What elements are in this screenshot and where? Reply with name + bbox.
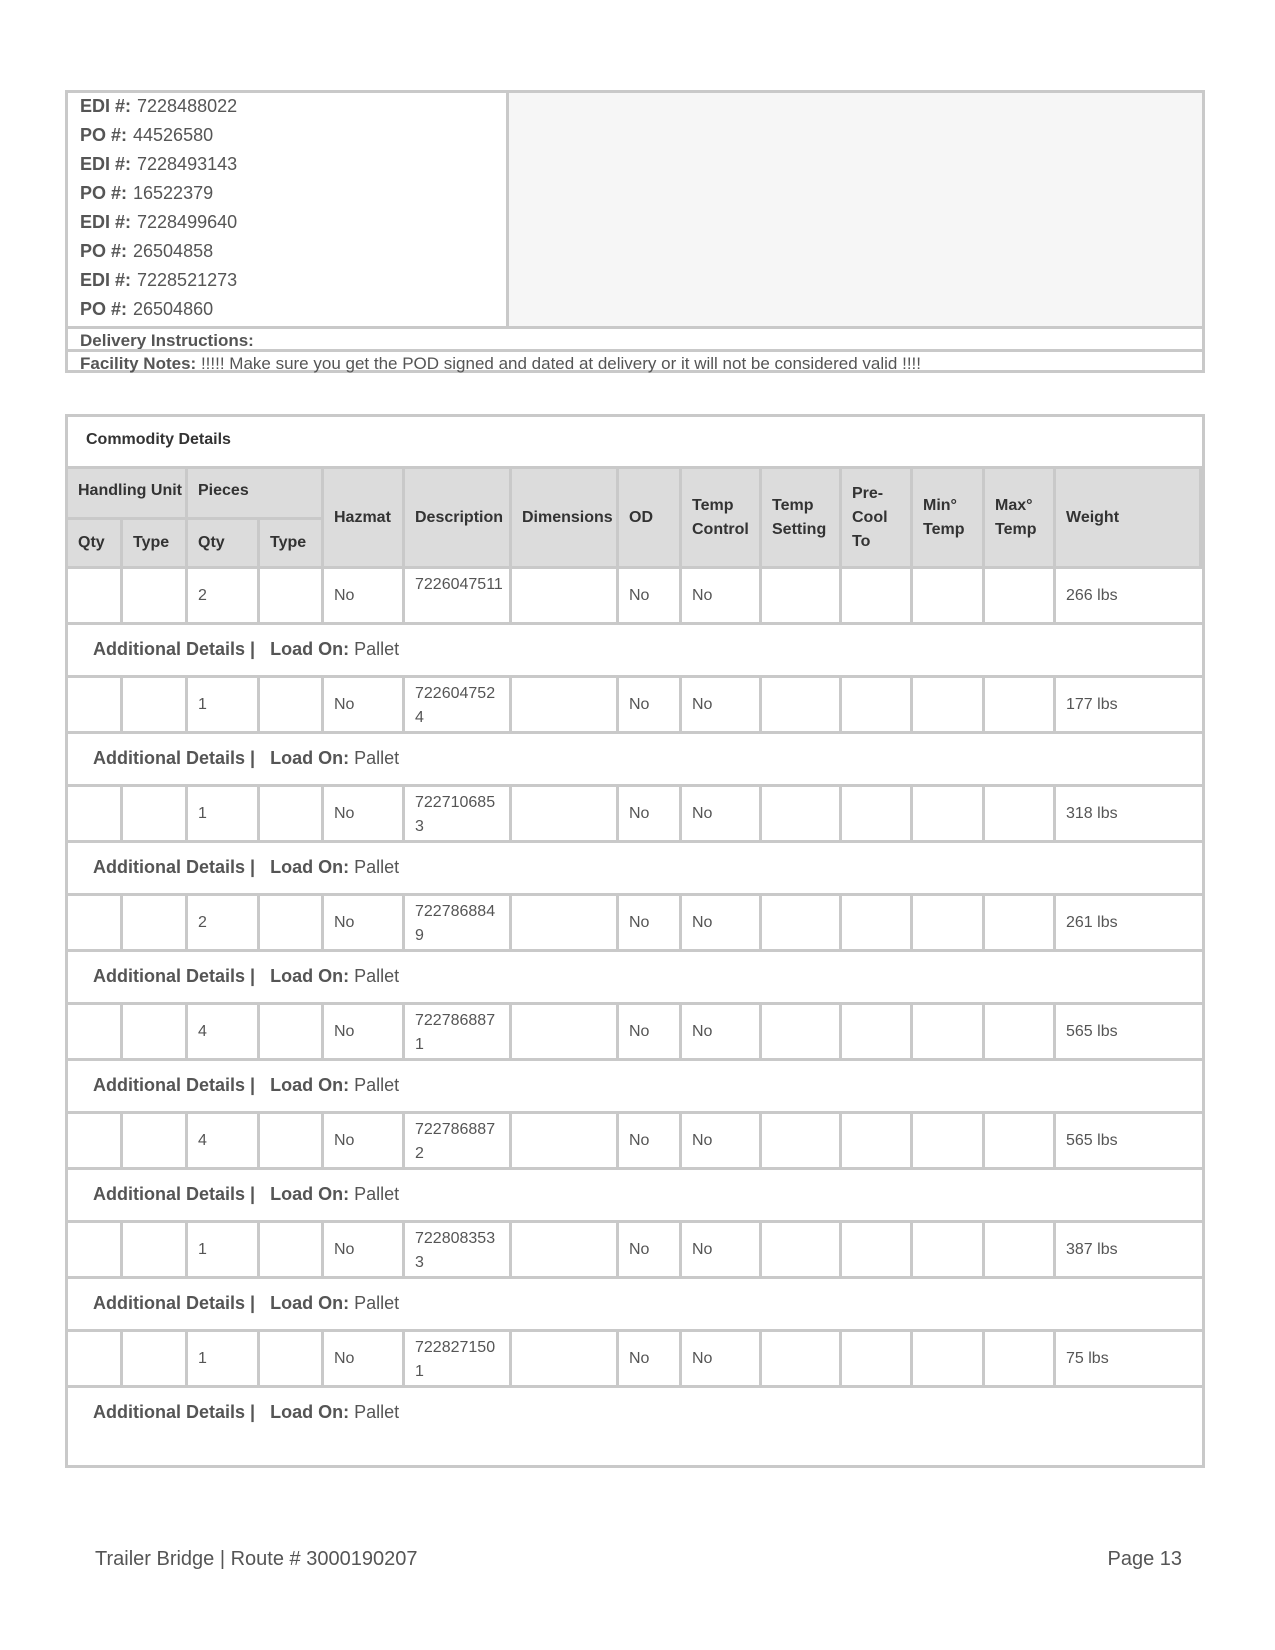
row-divider <box>68 1167 1202 1170</box>
cell-min-temp <box>913 1114 985 1167</box>
cell-pc-qty <box>188 1332 260 1385</box>
cell-value: No <box>692 1349 713 1367</box>
reference-blank-area <box>509 93 1202 326</box>
cell-pc-type <box>260 787 324 840</box>
row-divider <box>68 1276 1202 1279</box>
cell-od <box>619 787 682 840</box>
cell-pc-qty <box>188 1114 260 1167</box>
cell-pre-cool <box>842 787 913 840</box>
cell-hu-type <box>123 787 188 840</box>
cell-value: No <box>692 804 713 822</box>
row-divider <box>68 840 1202 843</box>
additional-details <box>93 1075 399 1096</box>
cell-value: 1 <box>198 695 207 713</box>
cell-dimensions <box>512 1114 619 1167</box>
row-divider <box>68 622 1202 625</box>
header-description-label: Description <box>415 508 504 526</box>
reference-label: EDI #: <box>80 270 132 290</box>
header-dimensions-label: Dimensions <box>522 508 613 526</box>
cell-weight <box>1056 569 1202 622</box>
reference-line <box>80 121 213 150</box>
cell-weight <box>1056 896 1202 949</box>
cell-pre-cool <box>842 1223 913 1276</box>
cell-pc-qty <box>188 787 260 840</box>
load-on-value: Pallet <box>354 1075 400 1095</box>
cell-hazmat <box>324 1332 405 1385</box>
cell-hu-type <box>123 678 188 731</box>
reference-label: PO #: <box>80 125 128 145</box>
cell-weight <box>1056 1005 1202 1058</box>
row-divider <box>68 1385 1202 1388</box>
additional-details <box>93 1293 399 1314</box>
cell-hu-type <box>123 1005 188 1058</box>
reference-line <box>80 92 237 121</box>
cell-max-temp <box>985 1114 1056 1167</box>
cell-temp-control <box>682 569 762 622</box>
cell-value: No <box>692 586 713 604</box>
table-row <box>68 896 1202 949</box>
cell-temp-control <box>682 678 762 731</box>
cell-od <box>619 896 682 949</box>
cell-hazmat <box>324 896 405 949</box>
header-temp-control <box>682 469 762 569</box>
cell-weight <box>1056 1223 1202 1276</box>
reference-value: 44526580 <box>133 125 214 145</box>
header-weight <box>1056 469 1202 569</box>
cell-temp-setting <box>762 1114 842 1167</box>
cell-temp-setting <box>762 1223 842 1276</box>
cell-min-temp <box>913 678 985 731</box>
cell-hu-qty <box>68 1332 123 1385</box>
header-max-temp-label: Max° Temp <box>995 496 1037 538</box>
cell-min-temp <box>913 1005 985 1058</box>
cell-value: No <box>629 695 650 713</box>
cell-description <box>405 569 512 622</box>
cell-weight <box>1056 1114 1202 1167</box>
cell-od <box>619 1332 682 1385</box>
cell-max-temp <box>985 896 1056 949</box>
cell-hu-qty <box>68 1114 123 1167</box>
reference-list <box>68 93 509 326</box>
additional-details <box>93 857 399 878</box>
table-row <box>68 787 1202 840</box>
cell-min-temp <box>913 569 985 622</box>
additional-details-label: Additional Details | <box>93 1402 256 1422</box>
cell-description <box>405 1223 512 1276</box>
additional-details-label: Additional Details | <box>93 857 256 877</box>
header-pre-cool-to-label: Pre-Cool To <box>852 484 888 550</box>
cell-min-temp <box>913 1332 985 1385</box>
cell-hazmat <box>324 787 405 840</box>
load-on-value: Pallet <box>354 857 400 877</box>
cell-value: 565 lbs <box>1066 1131 1118 1149</box>
cell-hazmat <box>324 678 405 731</box>
cell-temp-setting <box>762 678 842 731</box>
row-divider <box>68 1058 1202 1061</box>
row-divider <box>68 949 1202 952</box>
additional-details-label: Additional Details | <box>93 639 256 659</box>
header-handling-unit <box>68 469 188 520</box>
cell-hu-qty <box>68 569 123 622</box>
cell-value: 7226047524 <box>415 685 496 726</box>
cell-value: No <box>334 1131 355 1149</box>
cell-dimensions <box>512 1332 619 1385</box>
header-dimensions <box>512 469 619 569</box>
table-row <box>68 1223 1202 1276</box>
cell-value: No <box>629 1349 650 1367</box>
cell-value: 7227106853 <box>415 794 496 835</box>
table-row <box>68 1332 1202 1385</box>
cell-value: No <box>692 1240 713 1258</box>
cell-pc-qty <box>188 678 260 731</box>
facility-notes <box>68 349 1202 375</box>
commodity-title: Commodity Details <box>86 431 231 448</box>
reference-value: 16522379 <box>133 183 214 203</box>
additional-details <box>93 639 399 660</box>
header-pc-type <box>260 520 324 569</box>
facility-notes-label: Facility Notes: <box>80 354 197 373</box>
cell-value: No <box>629 1022 650 1040</box>
cell-dimensions <box>512 896 619 949</box>
cell-description <box>405 1005 512 1058</box>
header-pc-qty <box>188 520 260 569</box>
cell-value: 318 lbs <box>1066 804 1118 822</box>
cell-max-temp <box>985 1332 1056 1385</box>
commodity-details-table <box>65 414 1205 1468</box>
delivery-instructions-label: Delivery Instructions: <box>80 331 254 350</box>
cell-max-temp <box>985 678 1056 731</box>
cell-pre-cool <box>842 896 913 949</box>
cell-value: No <box>692 913 713 931</box>
reference-value: 26504860 <box>133 299 214 319</box>
reference-label: EDI #: <box>80 96 132 116</box>
cell-value: No <box>629 913 650 931</box>
cell-pre-cool <box>842 1114 913 1167</box>
cell-pc-type <box>260 678 324 731</box>
load-on-label: Load On: <box>270 639 350 659</box>
cell-weight <box>1056 1332 1202 1385</box>
cell-value: No <box>629 804 650 822</box>
cell-value: No <box>334 913 355 931</box>
cell-pc-type <box>260 896 324 949</box>
cell-dimensions <box>512 569 619 622</box>
reference-label: EDI #: <box>80 154 132 174</box>
header-max-temp <box>985 469 1056 569</box>
cell-pc-qty <box>188 1005 260 1058</box>
header-od <box>619 469 682 569</box>
cell-dimensions <box>512 1223 619 1276</box>
load-on-value: Pallet <box>354 1402 400 1422</box>
cell-od <box>619 1005 682 1058</box>
cell-od <box>619 569 682 622</box>
cell-min-temp <box>913 896 985 949</box>
cell-value: 7228271501 <box>415 1339 496 1380</box>
cell-pc-qty <box>188 569 260 622</box>
cell-value: 75 lbs <box>1066 1349 1109 1367</box>
cell-value: No <box>334 586 355 604</box>
load-on-label: Load On: <box>270 966 350 986</box>
additional-details-label: Additional Details | <box>93 748 256 768</box>
cell-pc-type <box>260 1005 324 1058</box>
header-hazmat-label: Hazmat <box>334 508 391 526</box>
load-on-label: Load On: <box>270 1402 350 1422</box>
cell-dimensions <box>512 1005 619 1058</box>
table-row <box>68 1005 1202 1058</box>
cell-hazmat <box>324 1005 405 1058</box>
cell-value: 177 lbs <box>1066 695 1118 713</box>
load-on-value: Pallet <box>354 639 400 659</box>
reference-label: PO #: <box>80 241 128 261</box>
cell-max-temp <box>985 569 1056 622</box>
facility-notes-value: !!!!! Make sure you get the POD signed and dated at delivery or it will not be considered valid !!!! <box>200 354 921 373</box>
cell-value: No <box>629 586 650 604</box>
cell-value: 7227868872 <box>415 1121 496 1162</box>
cell-description <box>405 787 512 840</box>
cell-pre-cool <box>842 1332 913 1385</box>
header-handling-unit-label: Handling Unit <box>78 482 182 499</box>
cell-value: 266 lbs <box>1066 586 1118 604</box>
cell-temp-control <box>682 1223 762 1276</box>
cell-pre-cool <box>842 678 913 731</box>
cell-hu-type <box>123 896 188 949</box>
cell-od <box>619 1114 682 1167</box>
header-temp-control-label: Temp Control <box>692 496 749 538</box>
cell-max-temp <box>985 1223 1056 1276</box>
load-on-label: Load On: <box>270 857 350 877</box>
load-on-value: Pallet <box>354 966 400 986</box>
header-weight-label: Weight <box>1066 508 1120 526</box>
additional-details <box>93 1402 399 1423</box>
row-divider <box>68 731 1202 734</box>
load-on-label: Load On: <box>270 748 350 768</box>
cell-min-temp <box>913 1223 985 1276</box>
cell-od <box>619 1223 682 1276</box>
cell-value: 4 <box>198 1131 207 1149</box>
cell-hu-type <box>123 569 188 622</box>
cell-hu-type <box>123 1223 188 1276</box>
header-hu-type-label: Type <box>133 534 170 551</box>
cell-description <box>405 1332 512 1385</box>
cell-temp-control <box>682 1005 762 1058</box>
cell-pc-type <box>260 1223 324 1276</box>
cell-value: No <box>629 1131 650 1149</box>
reference-panel <box>65 90 1205 373</box>
cell-temp-control <box>682 787 762 840</box>
cell-value: No <box>692 1131 713 1149</box>
load-on-value: Pallet <box>354 748 400 768</box>
cell-pre-cool <box>842 569 913 622</box>
cell-hu-qty <box>68 678 123 731</box>
cell-max-temp <box>985 787 1056 840</box>
cell-temp-setting <box>762 787 842 840</box>
reference-value: 26504858 <box>133 241 214 261</box>
reference-label: EDI #: <box>80 212 132 232</box>
cell-description <box>405 896 512 949</box>
table-row <box>68 678 1202 731</box>
cell-value: 565 lbs <box>1066 1022 1118 1040</box>
cell-value: 4 <box>198 1022 207 1040</box>
cell-value: No <box>334 1240 355 1258</box>
cell-value: No <box>334 1022 355 1040</box>
reference-value: 7228488022 <box>137 96 238 116</box>
cell-hu-qty <box>68 787 123 840</box>
reference-line <box>80 266 237 295</box>
header-pc-type-label: Type <box>270 534 307 551</box>
header-hazmat <box>324 469 405 569</box>
cell-pc-type <box>260 1332 324 1385</box>
additional-details-label: Additional Details | <box>93 966 256 986</box>
cell-hu-qty <box>68 1005 123 1058</box>
header-pieces <box>188 469 324 520</box>
reference-value: 7228499640 <box>137 212 238 232</box>
cell-value: No <box>334 695 355 713</box>
cell-weight <box>1056 787 1202 840</box>
cell-hu-qty <box>68 1223 123 1276</box>
reference-label: PO #: <box>80 183 128 203</box>
cell-value: No <box>334 804 355 822</box>
load-on-value: Pallet <box>354 1184 400 1204</box>
cell-value: 387 lbs <box>1066 1240 1118 1258</box>
header-hu-qty-label: Qty <box>78 534 105 551</box>
header-temp-setting <box>762 469 842 569</box>
cell-temp-setting <box>762 1005 842 1058</box>
cell-temp-setting <box>762 569 842 622</box>
cell-value: 7228083533 <box>415 1230 496 1271</box>
cell-value: No <box>629 1240 650 1258</box>
reference-value: 7228521273 <box>137 270 238 290</box>
cell-value: No <box>334 1349 355 1367</box>
cell-hu-type <box>123 1114 188 1167</box>
table-row <box>68 569 1202 622</box>
reference-value: 7228493143 <box>137 154 238 174</box>
cell-od <box>619 678 682 731</box>
cell-weight <box>1056 678 1202 731</box>
cell-value: 261 lbs <box>1066 913 1118 931</box>
cell-temp-control <box>682 1114 762 1167</box>
cell-description <box>405 1114 512 1167</box>
reference-line <box>80 237 213 266</box>
cell-max-temp <box>985 1005 1056 1058</box>
reference-line <box>80 295 213 324</box>
cell-dimensions <box>512 678 619 731</box>
header-hu-type <box>123 520 188 569</box>
cell-value: 2 <box>198 586 207 604</box>
cell-value: No <box>692 695 713 713</box>
cell-value: 1 <box>198 1240 207 1258</box>
reference-line <box>80 208 237 237</box>
cell-description <box>405 678 512 731</box>
cell-pc-qty <box>188 1223 260 1276</box>
page-number: Page 13 <box>1107 1548 1182 1570</box>
cell-pre-cool <box>842 1005 913 1058</box>
cell-hu-qty <box>68 896 123 949</box>
additional-details <box>93 966 399 987</box>
header-description <box>405 469 512 569</box>
header-pc-qty-label: Qty <box>198 534 225 551</box>
cell-value: 7226047511 <box>415 576 503 593</box>
cell-hazmat <box>324 1114 405 1167</box>
load-on-label: Load On: <box>270 1293 350 1313</box>
load-on-label: Load On: <box>270 1075 350 1095</box>
header-od-label: OD <box>629 508 653 526</box>
header-temp-setting-label: Temp Setting <box>772 496 827 538</box>
cell-temp-control <box>682 896 762 949</box>
cell-dimensions <box>512 787 619 840</box>
header-pieces-label: Pieces <box>198 482 249 499</box>
footer-route: Trailer Bridge | Route # 3000190207 <box>95 1548 418 1570</box>
load-on-label: Load On: <box>270 1184 350 1204</box>
cell-pc-qty <box>188 896 260 949</box>
reference-label: PO #: <box>80 299 128 319</box>
header-pre-cool-to <box>842 469 913 569</box>
table-row <box>68 1114 1202 1167</box>
cell-min-temp <box>913 787 985 840</box>
header-min-temp <box>913 469 985 569</box>
cell-hazmat <box>324 569 405 622</box>
cell-temp-control <box>682 1332 762 1385</box>
additional-details-label: Additional Details | <box>93 1075 256 1095</box>
additional-details-label: Additional Details | <box>93 1184 256 1204</box>
cell-hu-type <box>123 1332 188 1385</box>
reference-line <box>80 179 213 208</box>
reference-line <box>80 150 237 179</box>
additional-details <box>93 748 399 769</box>
cell-value: 7227868871 <box>415 1012 496 1053</box>
additional-details-label: Additional Details | <box>93 1293 256 1313</box>
cell-value: 1 <box>198 1349 207 1367</box>
cell-value: 1 <box>198 804 207 822</box>
cell-pc-type <box>260 569 324 622</box>
header-min-temp-label: Min° Temp <box>923 496 965 538</box>
cell-temp-setting <box>762 896 842 949</box>
cell-value: 7227868849 <box>415 903 496 944</box>
cell-hazmat <box>324 1223 405 1276</box>
load-on-value: Pallet <box>354 1293 400 1313</box>
cell-pc-type <box>260 1114 324 1167</box>
cell-value: No <box>692 1022 713 1040</box>
header-hu-qty <box>68 520 123 569</box>
cell-temp-setting <box>762 1332 842 1385</box>
additional-details <box>93 1184 399 1205</box>
cell-value: 2 <box>198 913 207 931</box>
